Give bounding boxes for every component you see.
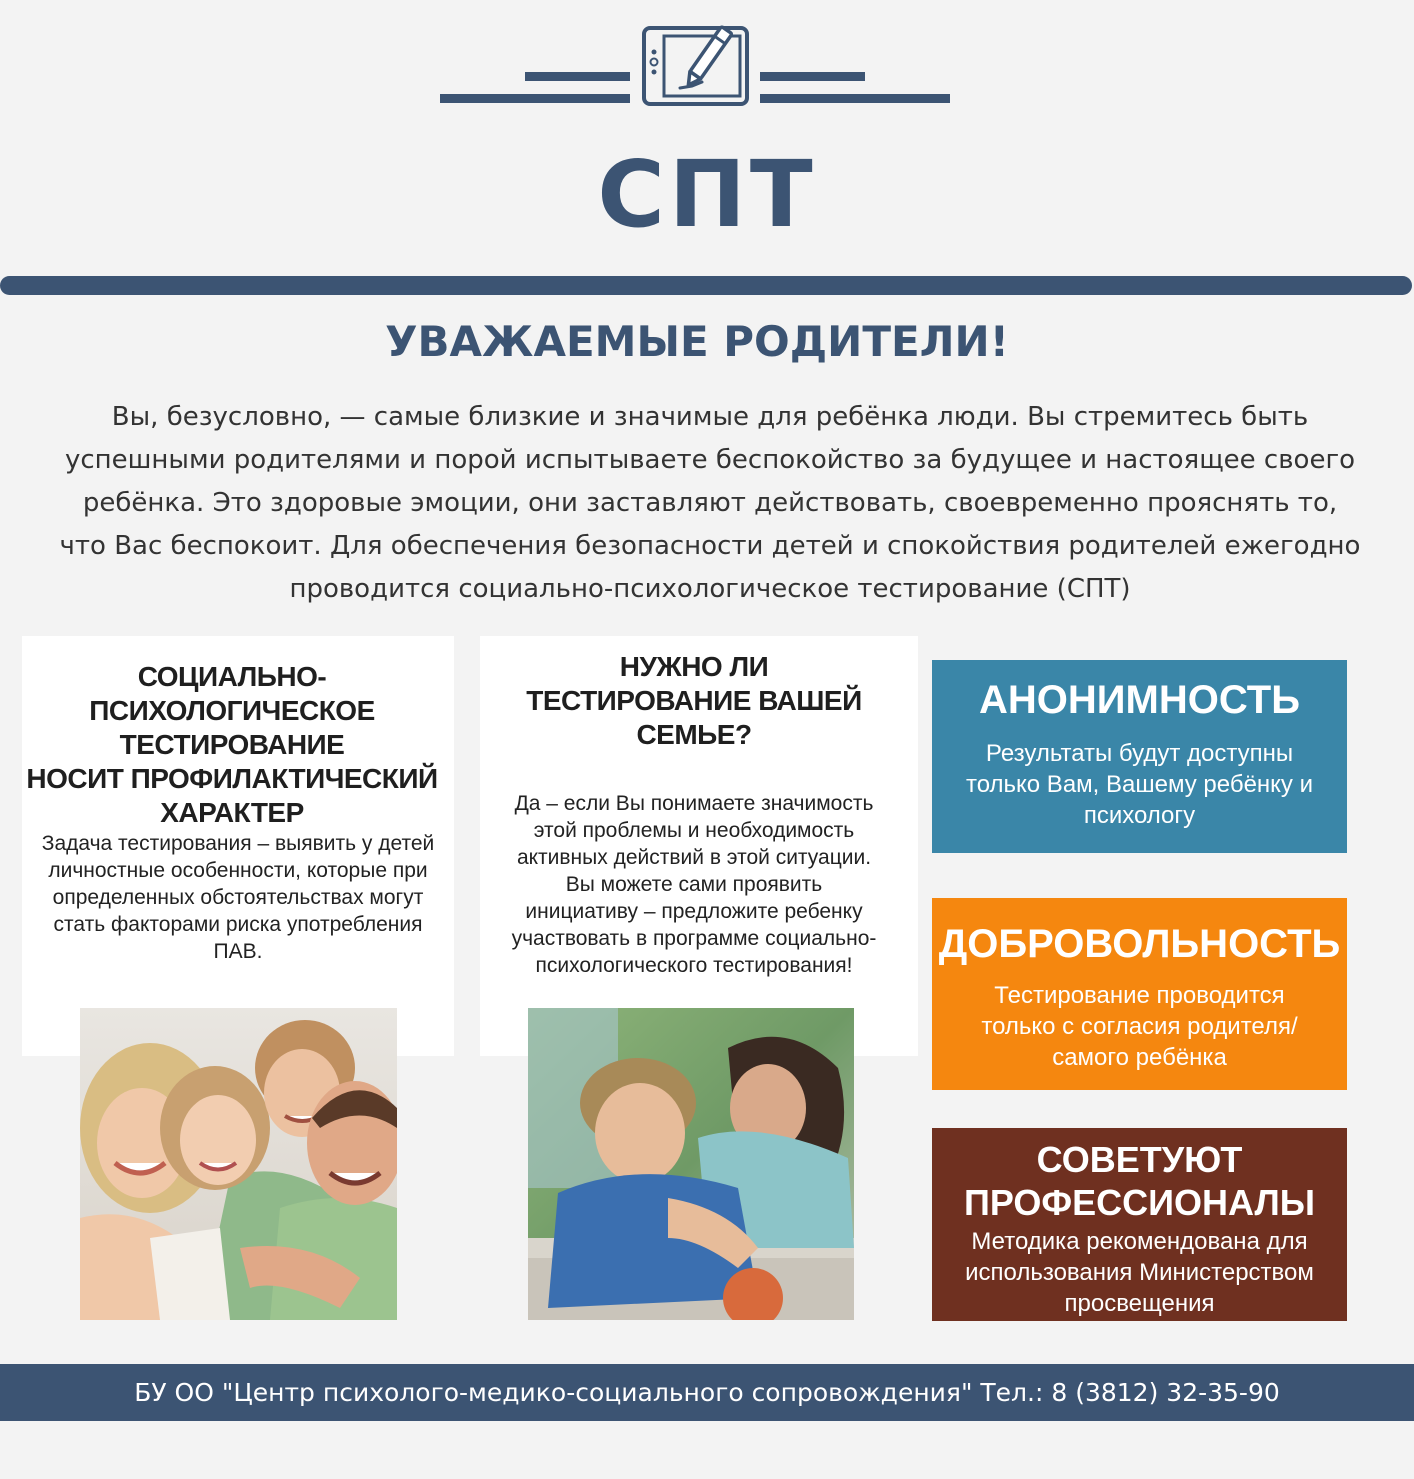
intro-line: Вы, безусловно, — самые близкие и значимые для ребёнка люди. Вы стремитесь быть [111,402,1309,432]
page-title: СПТ [597,141,817,248]
text-line: только Вам, Вашему ребёнку и [965,771,1314,798]
text-line: активных действий в этой ситуации. [516,846,872,869]
text-line: ПАВ. [213,940,263,963]
header-line-left-short [525,72,630,81]
text-line: Да – если Вы понимаете значимость [514,792,874,815]
heading-line: СЕМЬЕ? [636,719,752,750]
text-line: этой проблемы и необходимость [533,819,855,842]
family-photo [80,1008,397,1320]
intro-line: успешными родителями и порой испытываете беспокойство за будущее и настоящее своего [64,445,1356,475]
title-line: СОВЕТУЮТ [1036,1139,1243,1180]
heading-line: ТЕСТИРОВАНИЕ [119,729,345,760]
card-text-prevention [22,830,454,965]
feature-title: ДОБРОВОЛЬНОСТЬ [938,922,1341,966]
text-line: Задача тестирования – выявить у детей [41,832,435,855]
text-line: просвещения [1064,1290,1215,1317]
header-line-right-short [760,72,865,81]
text-line: самого ребёнка [1052,1044,1227,1071]
text-line: Результаты будут доступны [985,740,1294,767]
heading-line: ХАРАКТЕР [160,797,304,828]
text-line: Вы можете сами проявить [565,873,823,896]
text-line: Методика рекомендована для [971,1228,1308,1255]
text-line: использования Министерством [965,1259,1314,1286]
header-line-left-long [440,94,630,103]
intro-line: ребёнка. Это здоровые эмоции, они заставляют действовать, своевременно прояснять то, [82,488,1338,518]
feature-text [932,980,1347,1073]
greeting-heading: УВАЖАЕМЫЕ РОДИТЕЛИ! [385,317,1009,366]
text-line: психологического тестирования! [535,954,853,977]
feature-professionals [932,1128,1347,1321]
heading-line: ПСИХОЛОГИЧЕСКОЕ [89,695,375,726]
card-heading-prevention [22,660,442,830]
heading-line: ТЕСТИРОВАНИЕ ВАШЕЙ [526,685,862,716]
heading-line: НОСИТ ПРОФИЛАКТИЧЕСКИЙ [26,763,438,794]
text-line: только с согласия родителя/ [981,1013,1298,1040]
header-divider-bar [0,276,1412,295]
intro-paragraph [30,396,1390,611]
heading-line: НУЖНО ЛИ [619,651,769,682]
card-heading-need-testing [480,650,908,752]
feature-title: АНОНИМНОСТЬ [979,678,1300,722]
text-line: определенных обстоятельствах могут [52,886,424,909]
intro-line: что Вас беспокоит. Для обеспечения безопасности детей и спокойствия родителей ежегодно [59,531,1361,561]
footer-contact: БУ ОО "Центр психолого-медико-социального сопровождения" Тел.: 8 (3812) 32-35-90 [0,1364,1414,1421]
feature-voluntariness [932,898,1347,1090]
heading-line: СОЦИАЛЬНО- [137,661,327,692]
mother-son-photo [528,1008,854,1320]
intro-line: проводится социально-психологическое тестирование (СПТ) [289,574,1131,604]
card-text-need-testing [480,790,908,979]
title-line: ПРОФЕССИОНАЛЫ [964,1182,1315,1223]
text-line: участвовать в программе социально- [511,927,877,950]
feature-text [932,1226,1347,1319]
text-line: стать факторами риска употребления [53,913,423,936]
text-line: личностные особенности, которые при [48,859,428,882]
feature-title [932,1138,1347,1224]
feature-text [932,738,1347,831]
text-line: Тестирование проводится [994,982,1285,1009]
feature-anonymity [932,660,1347,853]
text-line: психологу [1083,802,1196,829]
header-line-right-long [760,94,950,103]
tablet-pen-icon [640,10,755,110]
text-line: инициативу – предложите ребенку [525,900,863,923]
